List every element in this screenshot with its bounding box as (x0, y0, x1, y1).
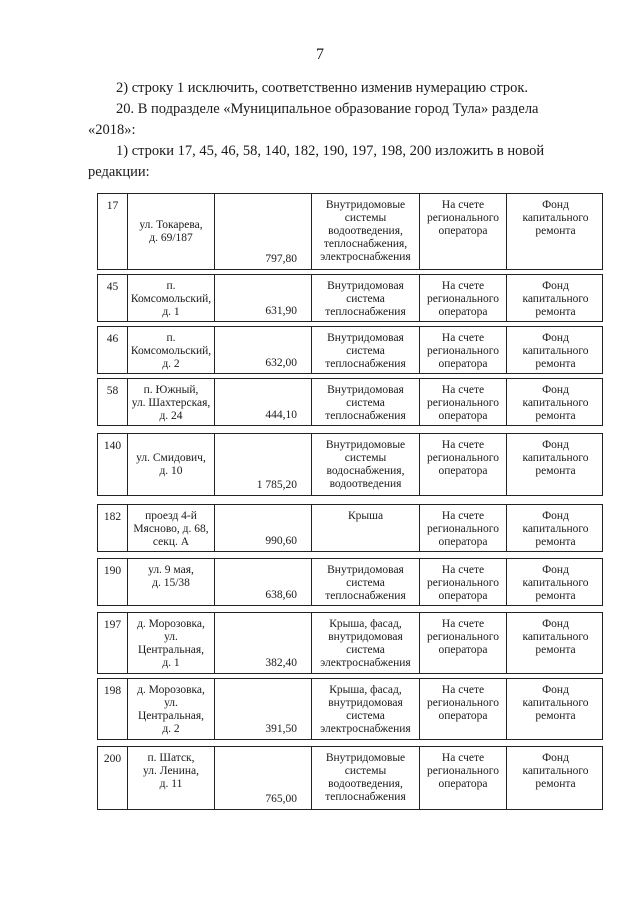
row-area: 990,60 (215, 505, 312, 551)
row-fund: Фонд капитального ремонта (522, 510, 589, 548)
row-area: 638,60 (215, 559, 312, 605)
table-row (97, 433, 603, 496)
paragraph: редакции: (88, 164, 150, 180)
row-area: 391,50 (215, 679, 312, 739)
table-row (97, 504, 603, 552)
row-account: На счете регионального оператора (420, 379, 507, 425)
row-fund: Фонд капитального ремонта (522, 280, 589, 318)
row-work-type: Внутридомовые системы водоснабжения, водоотведения (312, 434, 420, 495)
table-row (97, 193, 603, 270)
row-address: ул. Смидович, д. 10 (128, 434, 215, 495)
row-address: п. Комсомольский, д. 2 (128, 327, 215, 373)
row-work-type: Крыша, фасад, внутридомовая система электроснабжения (312, 679, 420, 739)
row-area: 631,90 (215, 275, 312, 321)
row-fund: Фонд капитального ремонта (522, 332, 589, 370)
row-address: п. Южный, ул. Шахтерская, д. 24 (128, 379, 215, 425)
paragraph: 2) строку 1 исключить, соответственно изменив нумерацию строк. (116, 80, 529, 96)
row-area: 1 785,20 (215, 434, 312, 495)
row-area: 382,40 (215, 613, 312, 673)
row-account: На счете регионального оператора (420, 275, 507, 321)
row-area: 632,00 (215, 327, 312, 373)
row-work-type: Крыша (312, 505, 420, 551)
row-area: 444,10 (215, 379, 312, 425)
row-address: д. Морозовка, ул. Центральная, д. 2 (128, 679, 215, 739)
row-number: 182 (98, 505, 128, 551)
row-number: 58 (98, 379, 128, 425)
table-row (97, 274, 603, 322)
paragraph: 20. В подразделе «Муниципальное образование город Тула» раздела (116, 101, 539, 117)
row-number: 190 (98, 559, 128, 605)
row-account: На счете регионального оператора (420, 434, 507, 495)
paragraph: 1) строки 17, 45, 46, 58, 140, 182, 190, 197, 198, 200 изложить в новой (116, 143, 545, 159)
row-number: 140 (98, 434, 128, 495)
row-fund: Фонд капитального ремонта (522, 752, 589, 790)
row-number: 45 (98, 275, 128, 321)
row-account: На счете регионального оператора (420, 194, 507, 269)
row-work-type: Крыша, фасад, внутридомовая система электроснабжения (312, 613, 420, 673)
row-account: На счете регионального оператора (420, 613, 507, 673)
row-number: 197 (98, 613, 128, 673)
row-fund: Фонд капитального ремонта (522, 199, 589, 237)
table-row (97, 678, 603, 740)
row-area: 797,80 (215, 194, 312, 269)
row-fund: Фонд капитального ремонта (522, 618, 589, 656)
table-row (97, 378, 603, 426)
row-number: 200 (98, 747, 128, 809)
table-row (97, 326, 603, 374)
row-fund: Фонд капитального ремонта (522, 684, 589, 722)
row-number: 17 (98, 194, 128, 269)
row-fund: Фонд капитального ремонта (522, 439, 589, 477)
row-address: ул. 9 мая, д. 15/38 (128, 559, 215, 605)
row-number: 198 (98, 679, 128, 739)
row-account: На счете регионального оператора (420, 747, 507, 809)
row-work-type: Внутридомовые системы водоотведения, теплоснабжения (312, 747, 420, 809)
paragraph: «2018»: (88, 122, 136, 138)
row-work-type: Внутридомовая система теплоснабжения (312, 559, 420, 605)
table-row (97, 746, 603, 810)
page-number: 7 (316, 46, 324, 63)
table-row (97, 612, 603, 674)
row-area: 765,00 (215, 747, 312, 809)
table-row (97, 558, 603, 606)
row-fund: Фонд капитального ремонта (522, 384, 589, 422)
row-account: На счете регионального оператора (420, 505, 507, 551)
row-address: п. Шатск, ул. Ленина, д. 11 (128, 747, 215, 809)
row-account: На счете регионального оператора (420, 679, 507, 739)
row-address: проезд 4-й Мясново, д. 68, секц. А (128, 505, 215, 551)
row-work-type: Внутридомовая система теплоснабжения (312, 379, 420, 425)
row-work-type: Внутридомовые системы водоотведения, теплоснабжения, электроснабжения (312, 194, 420, 269)
row-number: 46 (98, 327, 128, 373)
row-fund: Фонд капитального ремонта (522, 564, 589, 602)
row-work-type: Внутридомовая система теплоснабжения (312, 275, 420, 321)
row-address: ул. Токарева, д. 69/187 (128, 194, 215, 269)
row-address: д. Морозовка, ул. Центральная, д. 1 (128, 613, 215, 673)
row-address: п. Комсомольский, д. 1 (128, 275, 215, 321)
row-account: На счете регионального оператора (420, 327, 507, 373)
row-account: На счете регионального оператора (420, 559, 507, 605)
row-work-type: Внутридомовая система теплоснабжения (312, 327, 420, 373)
